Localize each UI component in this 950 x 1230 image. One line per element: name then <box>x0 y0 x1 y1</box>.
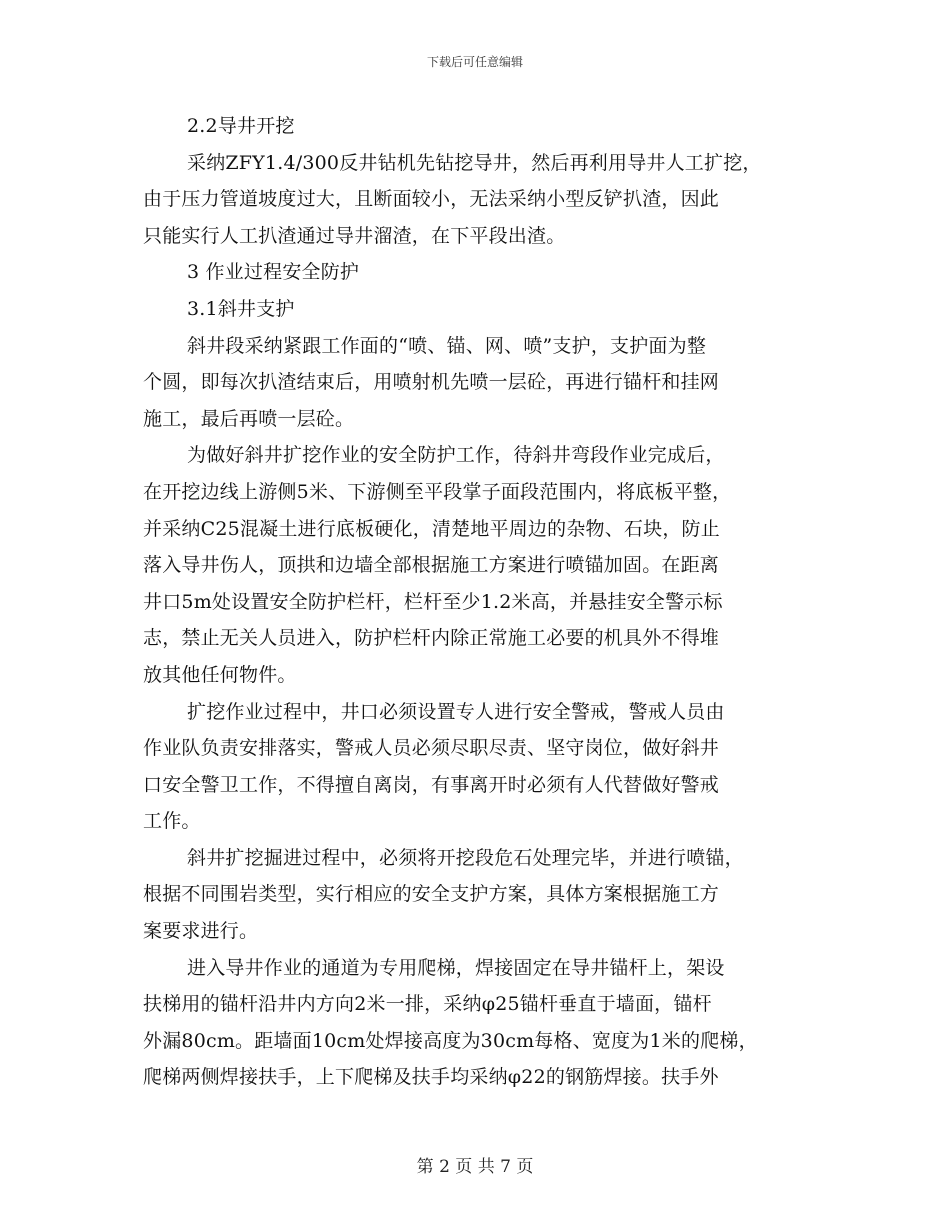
text-line: 进入导井作业的通道为专用爬梯，焊接固定在导井锚杆上，架设 <box>187 956 725 979</box>
text-line: 为做好斜井扩挖作业的安全防护工作，待斜井弯段作业完成后， <box>187 444 725 467</box>
text-line: 井口5m处设置安全防护栏杆，栏杆至少1.2米高，并悬挂安全警示标 <box>143 590 723 613</box>
text-line: 采纳ZFY1.4/300反井钻机先钻挖导井，然后再利用导井人工扩挖， <box>187 151 762 174</box>
text-line: 爬梯两侧焊接扶手，上下爬梯及扶手均采纳φ22的钢筋焊接。扶手外 <box>143 1066 719 1089</box>
text-line: 3.1斜井支护 <box>187 297 295 320</box>
text-line: 工作。 <box>143 810 201 833</box>
text-line: 3 作业过程安全防护 <box>187 261 360 284</box>
text-line: 落入导井伤人，顶拱和边墙全部根据施工方案进行喷锚加固。在距离 <box>143 554 720 577</box>
text-line: 放其他任何物件。 <box>143 663 297 686</box>
text-line: 根据不同围岩类型，实行相应的安全支护方案，具体方案根据施工方 <box>143 883 720 906</box>
text-line: 外漏80cm。距墙面10cm处焊接高度为30cm每格、宽度为1米的爬梯， <box>143 1029 758 1052</box>
text-line: 志，禁止无关人员进入，防护栏杆内除正常施工必要的机具外不得堆 <box>143 627 720 650</box>
page-footer <box>0 1152 950 1177</box>
text-line: 斜井段采纳紧跟工作面的“喷、锚、网、喷”支护，支护面为整 <box>187 334 707 357</box>
document-body <box>143 108 811 1096</box>
text-line: 施工，最后再喷一层砼。 <box>143 407 355 430</box>
text-line: 作业队负责安排落实，警戒人员必须尽职尽责、坚守岗位，做好斜井 <box>143 737 720 760</box>
header-note: 下载后可任意编辑 <box>426 55 523 69</box>
text-line: 扶梯用的锚杆沿井内方向2米一排，采纳φ25锚杆垂直于墙面，锚杆 <box>143 993 712 1016</box>
text-line: 口安全警卫工作，不得擅自离岗，有事离开时必须有人代替做好警戒 <box>143 773 720 796</box>
text-line: 个圆，即每次扒渣结束后，用喷射机先喷一层砼，再进行锚杆和挂网 <box>143 371 720 394</box>
page-number-label: 第 2 页 共 7 页 <box>416 1157 534 1177</box>
text-line: 斜井扩挖掘进过程中，必须将开挖段危石处理完毕，并进行喷锚， <box>187 846 744 869</box>
text-line: 并采纳C25混凝土进行底板硬化，清楚地平周边的杂物、石块，防止 <box>143 517 720 540</box>
text-line: 案要求进行。 <box>143 920 259 943</box>
text-line: 扩挖作业过程中，井口必须设置专人进行安全警戒，警戒人员由 <box>187 700 725 723</box>
text-line: 由于压力管道坡度过大，且断面较小，无法采纳小型反铲扒渣，因此 <box>143 188 720 211</box>
text-line: 只能实行人工扒渣通过导井溜渣，在下平段出渣。 <box>143 224 566 247</box>
text-line: 2.2导井开挖 <box>187 115 295 137</box>
text-line: 在开挖边线上游侧5米、下游侧至平段掌子面段范围内，将底板平整， <box>143 480 732 503</box>
